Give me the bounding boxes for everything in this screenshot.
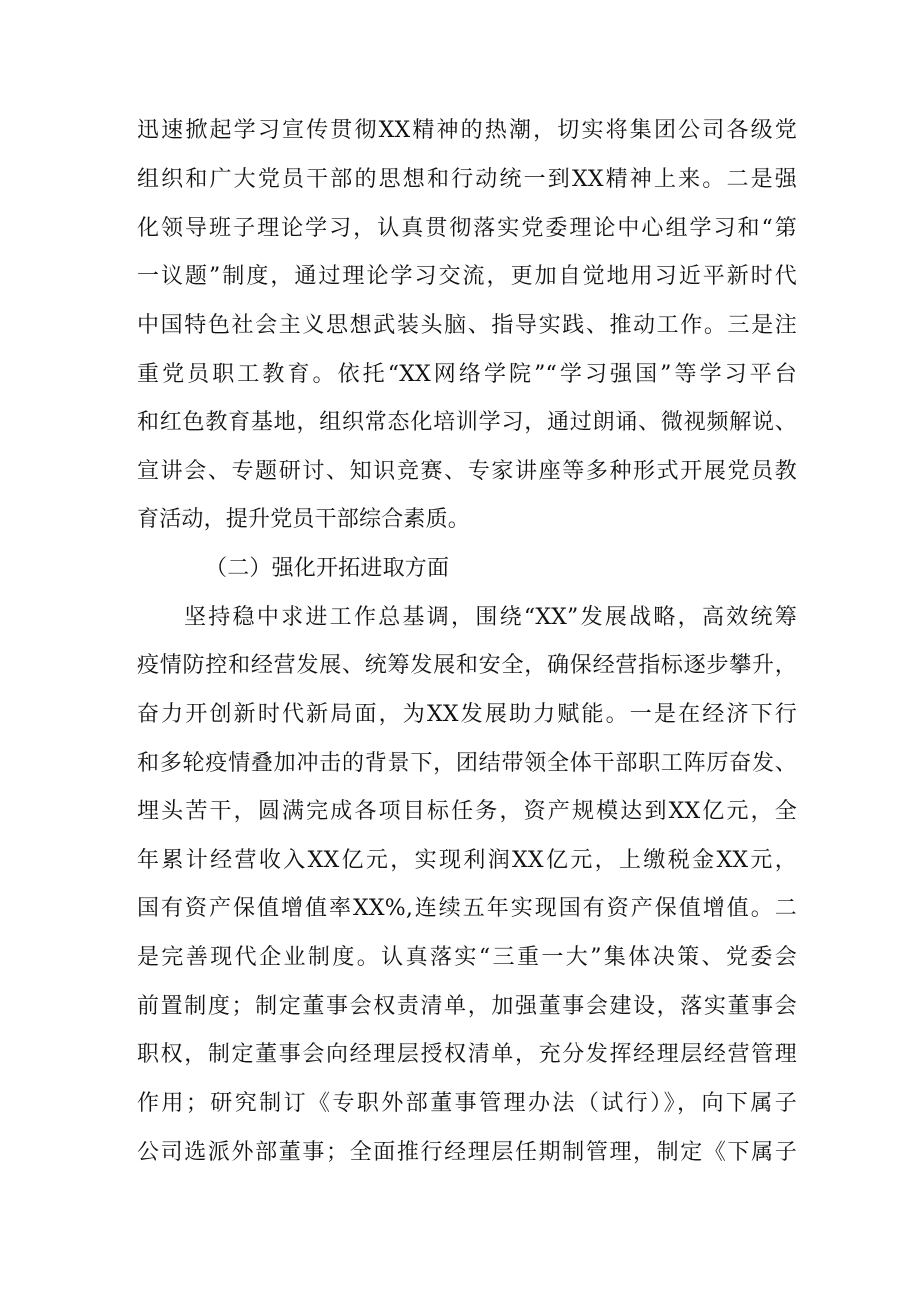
paragraph-2-line: 疫情防控和经营发展、统筹发展和安全，确保经营指标逐步攀升， <box>137 653 797 678</box>
paragraph-2-line: 年累计经营收入XX亿元，实现利润XX亿元，上缴税金XX元， <box>137 848 797 873</box>
paragraph-2-line: 和多轮疫情叠加冲击的背景下，团结带领全体干部职工阵厉奋发、 <box>137 751 797 776</box>
paragraph-1-line: 育活动，提升党员干部综合素质。 <box>137 507 471 532</box>
paragraph-2-line: 奋力开创新时代新局面，为XX发展助力赋能。一是在经济下行 <box>137 702 797 727</box>
paragraph-1-line: 一议题”制度，通过理论学习交流，更加自觉地用习近平新时代 <box>137 264 797 289</box>
paragraph-1-line: 和红色教育基地，组织常态化培训学习，通过朗诵、微视频解说、 <box>137 410 797 435</box>
paragraph-1-line: 化领导班子理论学习，认真贯彻落实党委理论中心组学习和“第 <box>137 216 797 241</box>
paragraph-1-line: 宣讲会、专题研讨、知识竞赛、专家讲座等多种形式开展党员教 <box>137 459 797 484</box>
paragraph-1-line: 中国特色社会主义思想武装头脑、指导实践、推动工作。三是注 <box>137 313 797 338</box>
paragraph-2-line: 公司选派外部董事；全面推行经理层任期制管理，制定《下属子 <box>137 1140 797 1165</box>
paragraph-1-line: 组织和广大党员干部的思想和行动统一到XX精神上来。二是强 <box>137 167 797 192</box>
paragraph-2-line: 国有资产保值增值率XX%,连续五年实现国有资产保值增值。二 <box>137 896 797 921</box>
paragraph-2-line: 作用；研究制订《专职外部董事管理办法（试行）》，向下属子 <box>137 1091 797 1116</box>
paragraph-1-line: 重党员职工教育。依托“XX网络学院”“学习强国”等学习平台 <box>137 362 797 387</box>
section-heading: （二）强化开拓进取方面 <box>205 556 450 581</box>
paragraph-2-line: 是完善现代企业制度。认真落实“三重一大”集体决策、党委会 <box>137 945 797 970</box>
paragraph-2-line: 职权，制定董事会向经理层授权清单，充分发挥经理层经营管理 <box>137 1042 797 1067</box>
paragraph-2-line: 前置制度；制定董事会权责清单，加强董事会建设，落实董事会 <box>137 994 797 1019</box>
paragraph-2-line: 坚持稳中求进工作总基调，围绕“XX”发展战略，高效统筹 <box>184 605 797 630</box>
paragraph-2-line: 埋头苦干，圆满完成各项目标任务，资产规模达到XX亿元，全 <box>137 799 797 824</box>
paragraph-1-line: 迅速掀起学习宣传贯彻XX精神的热潮，切实将集团公司各级党 <box>137 118 797 143</box>
